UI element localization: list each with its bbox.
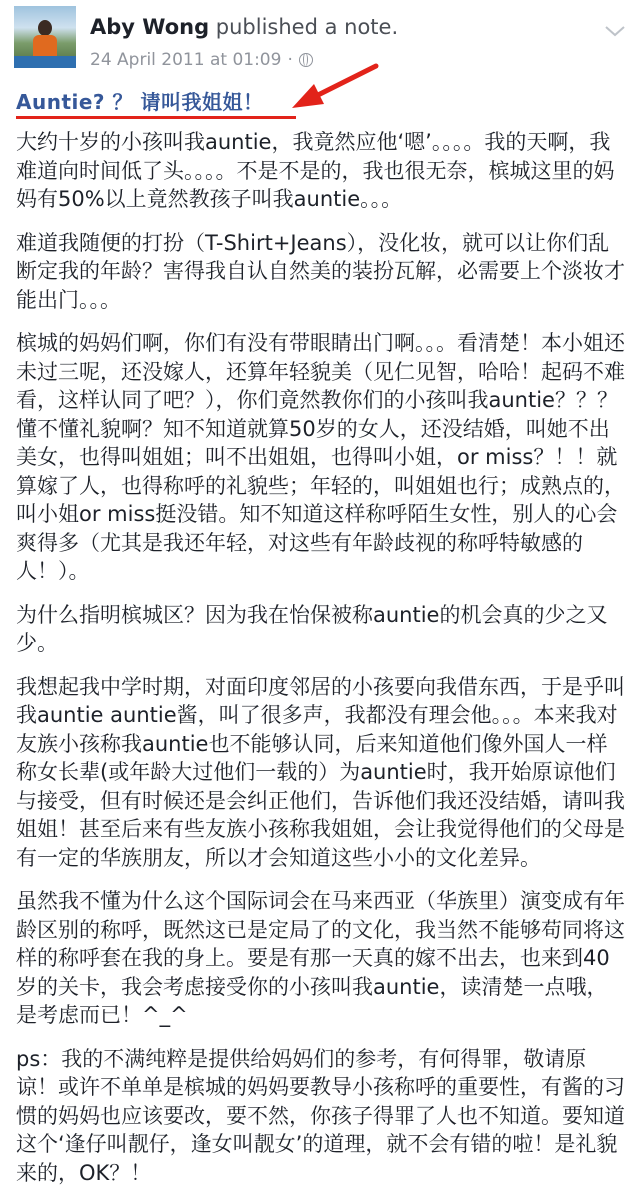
avatar[interactable] [14,6,76,68]
note-title-link[interactable]: Auntie? ？ 请叫我姐姐！ [16,90,264,114]
author-name-link[interactable]: Aby Wong [90,15,210,39]
post-meta [90,50,313,70]
note-title-row [16,86,316,115]
note-paragraph: 虽然我不懂为什么这个国际词会在马来西亚（华族里）演变成有年龄区别的称呼，既然这已是定局了的文化，我当然不能够苟同将这样的称呼套在我的身上。要是有那一天真的嫁不出去，也来到40岁的关卡，我会考虑接受你的小孩叫我auntie，读清楚一点哦，是考虑而已！^_^ [16,889,625,1027]
red-arrow-annotation [290,60,380,112]
post-timestamp[interactable]: 24 April 2011 at 01:09 [90,50,282,70]
note-paragraph: 我想起我中学时期，对面印度邻居的小孩要向我借东西，于是乎叫我auntie auntie酱，叫了很多声，我都没有理会他。。。本来我对友族小孩称我auntie也不能够认同，后来知道他们像外国人一样称女长辈(或年龄大过他们一载的）为auntie时，我开始原谅他们与接受，但有时候还是会纠正他们，告诉他们我还没结婚，请叫我姐姐！甚至后来有些友族小孩称我姐姐，会让我觉得他们的父母是有一定的华族朋友，所以才会知道这些小小的文化差异。 [16,674,625,870]
note-paragraph: ps：我的不满纯粹是提供给妈妈们的参考，有何得罪，敬请原谅！或许不单单是槟城的妈妈要教导小孩称呼的重要性，有酱的习惯的妈妈也应该要改，要不然，你孩子得罪了人也不知道。要知道这个‘逢仔叫靓仔，逢女叫靓女’的道理，就不会有错的啦！是礼貌来的，OK？！ [16,1046,625,1185]
avatar-head [38,20,52,36]
note-paragraph: 大约十岁的小孩叫我auntie，我竟然应他‘嗯’。。。。我的天啊，我难道向时间低了头。。。。不是不是的，我也很无奈，槟城这里的妈妈有50%以上竟然教孩子叫我auntie。。。 [16,130,615,211]
avatar-boat [14,56,76,68]
note-paragraph: 为什么指明槟城区？因为我在怡保被称auntie的机会真的少之又少。 [16,602,608,655]
note-paragraph: 槟城的妈妈们啊，你们有没有带眼睛出门啊。。。看清楚！本小姐还未过三呢，还没嫁人，还算年轻貌美（见仁见智，哈哈！起码不难看，这样认同了吧？），你们竟然教你们的小孩叫我auntie？？？ 懂不懂礼貌啊？知不知道就算50岁的女人，还没结婚，叫她不出美女，也得叫姐姐；叫不出姐姐，也得叫小姐，or miss？！！就算嫁了人，也得称呼的礼貌些；年轻的，叫姐姐也行；成熟点的，叫小姐or miss挺没错。知不知道这样称呼陌生女性，别人的心会爽得多（尤其是我还年轻，对这些有年龄歧视的称呼特敏感的人！）。 [16,331,625,583]
red-underline-annotation [16,116,296,119]
note-paragraph: 难道我随便的打扮（T-Shirt+Jeans），没化妆，就可以让你们乱断定我的年龄？害得我自认自然美的装扮瓦解，必需要上个淡妆才能出门。。。 [16,230,625,312]
post-action-text: published a note. [209,15,399,39]
meta-separator: · [287,50,293,70]
note-body [16,128,626,1202]
chevron-down-icon[interactable] [604,24,626,38]
post-author-line [90,15,398,39]
